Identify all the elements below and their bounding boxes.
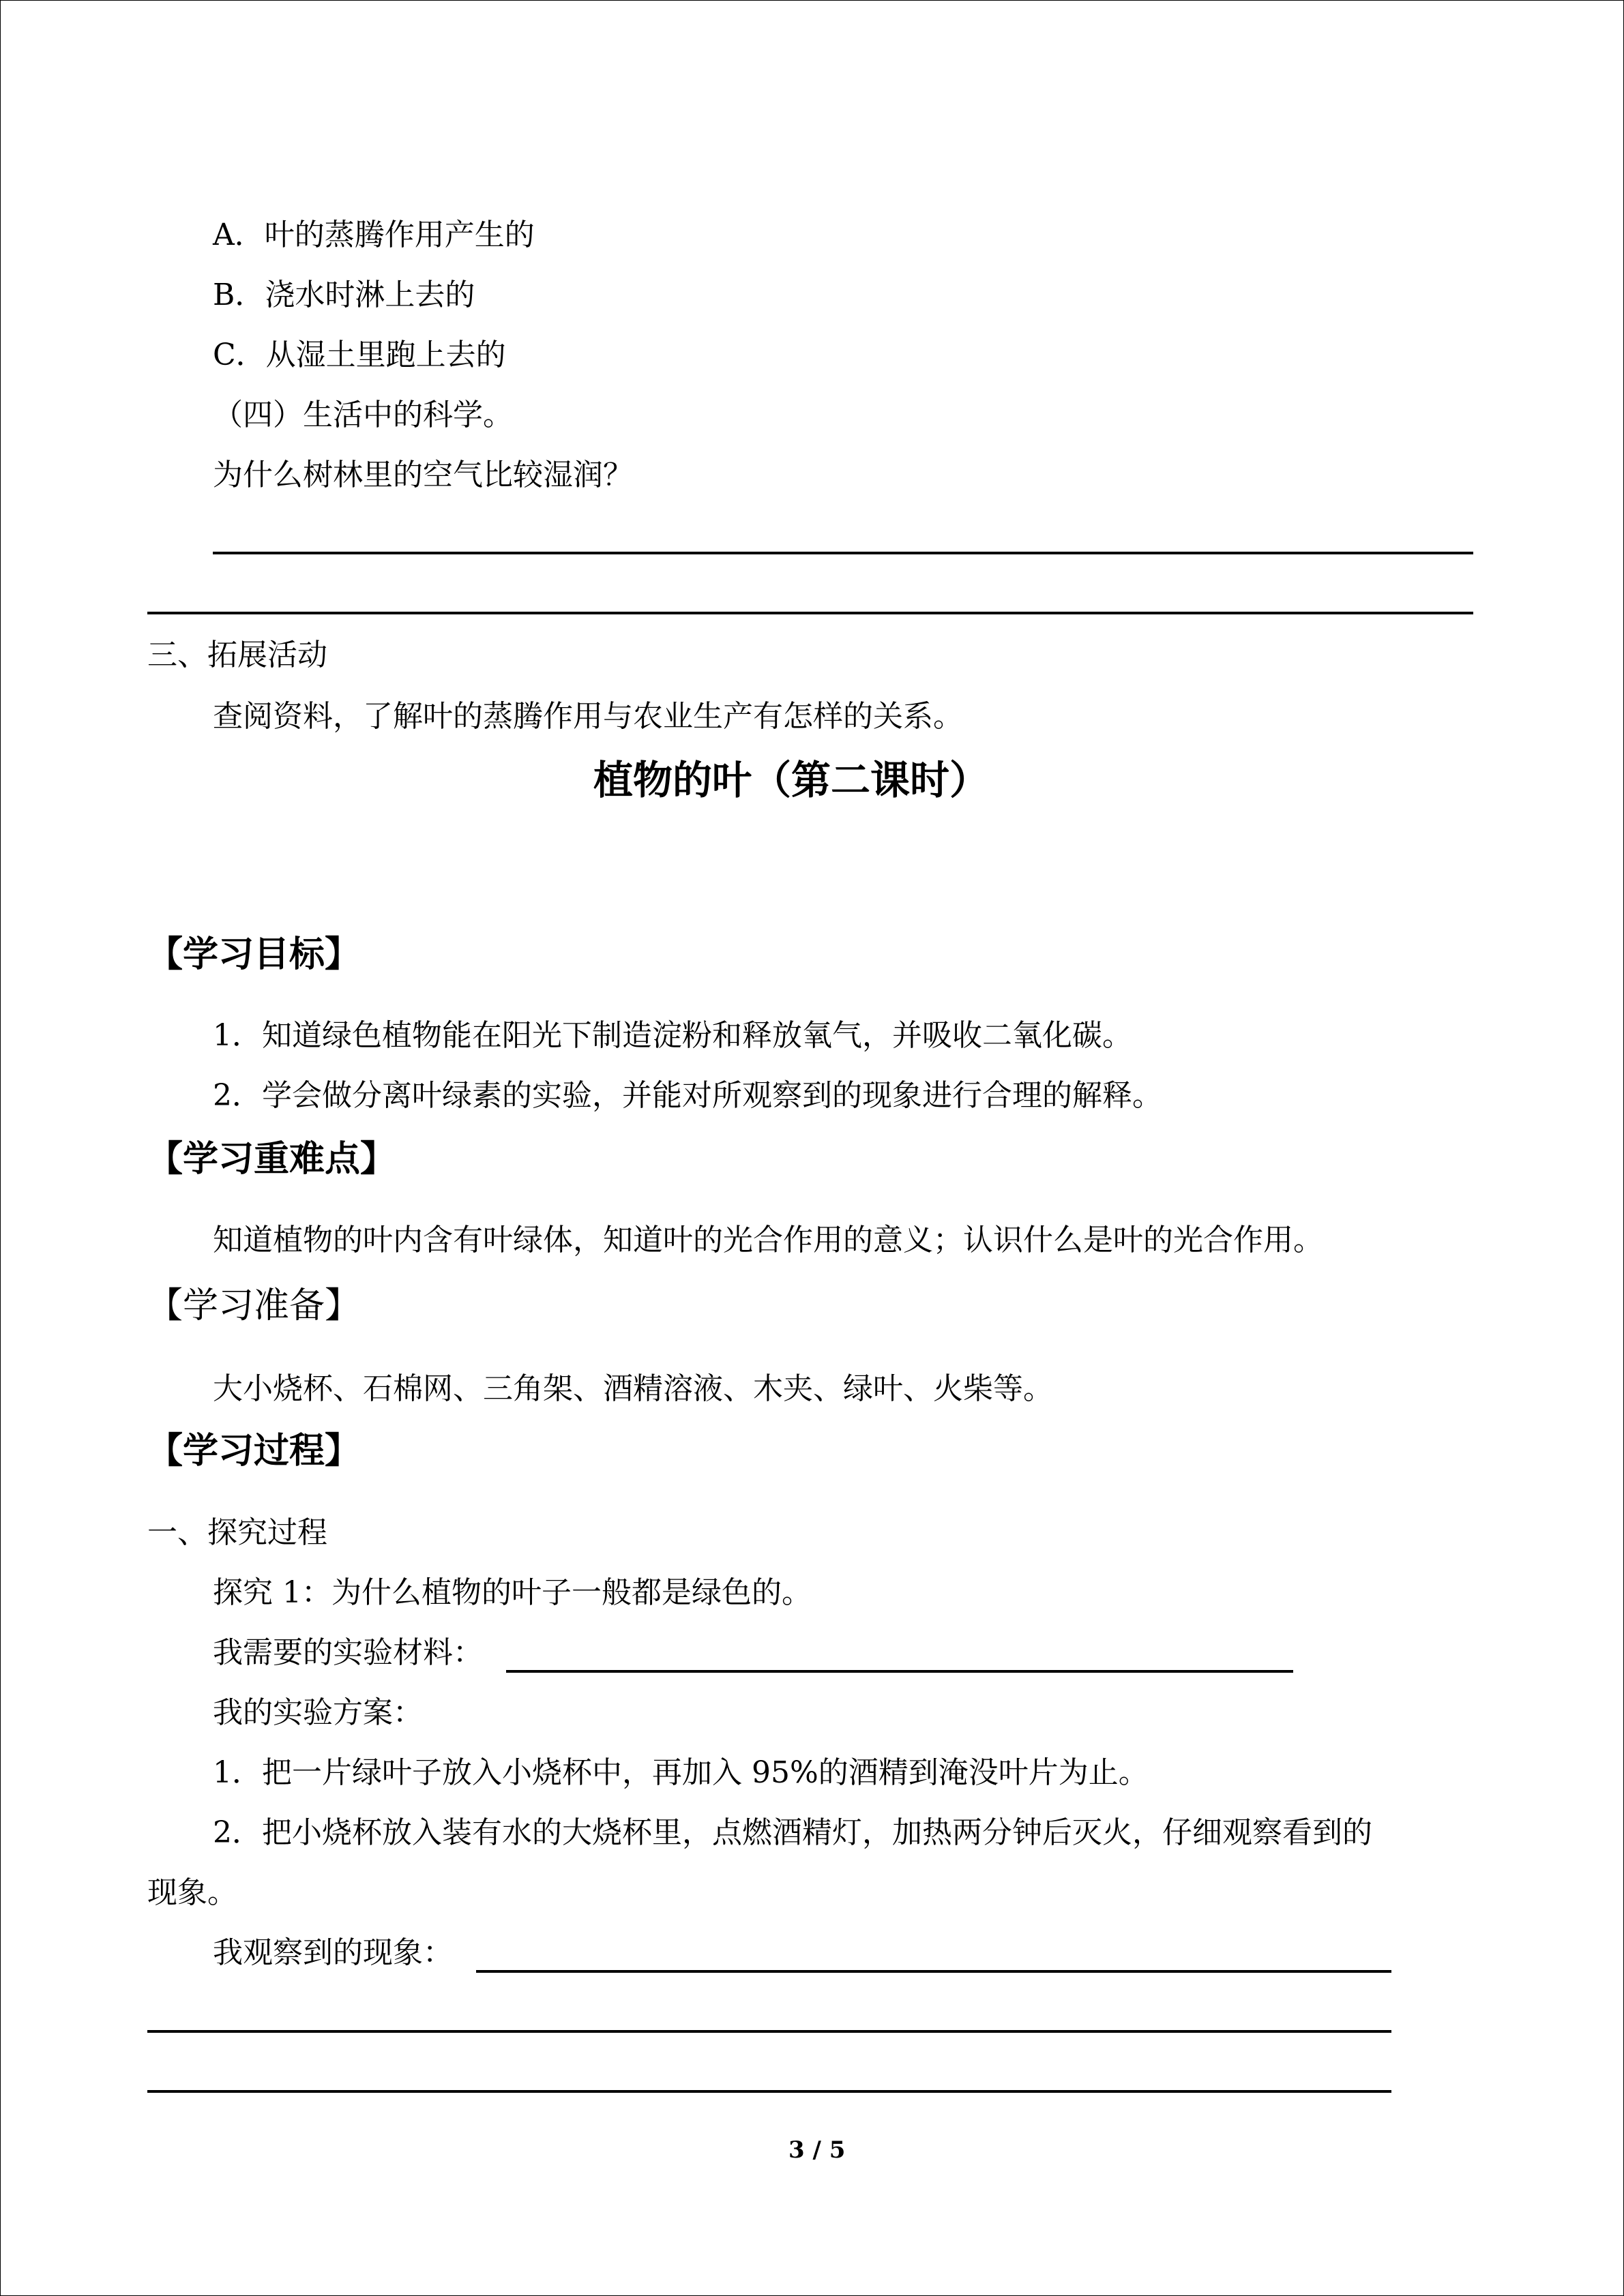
- process-heading: 【学习过程】: [147, 1430, 361, 1472]
- section-4-question: 为什么树林里的空气比较湿润？: [213, 458, 633, 492]
- answer-line-2: [147, 612, 1473, 614]
- page-number: 3 / 5: [788, 2136, 846, 2164]
- step-2-line-2: 现象。: [147, 1875, 237, 1910]
- observation-label: 我观察到的现象：: [213, 1935, 453, 1970]
- inquiry-title: 一、探究过程: [147, 1515, 327, 1550]
- option-a: A．叶的蒸腾作用产生的: [213, 218, 535, 252]
- key-heading: 【学习重难点】: [147, 1138, 396, 1180]
- goal-1: 1．知道绿色植物能在阳光下制造淀粉和释放氧气，并吸收二氧化碳。: [213, 1018, 1132, 1053]
- goal-2: 2．学会做分离叶绿素的实验，并能对所观察到的现象进行合理的解释。: [213, 1078, 1162, 1113]
- option-b: B．浇水时淋上去的: [213, 278, 475, 312]
- observation-answer-line-3: [147, 2090, 1391, 2093]
- extension-task: 查阅资料，了解叶的蒸腾作用与农业生产有怎样的关系。: [213, 699, 963, 734]
- answer-line-1: [213, 552, 1473, 554]
- inquiry-1: 探究 1：为什么植物的叶子一般都是绿色的。: [213, 1575, 812, 1610]
- step-1: 1．把一片绿叶子放入小烧杯中，再加入 95%的酒精到淹没叶片为止。: [213, 1755, 1149, 1790]
- plan-label: 我的实验方案：: [213, 1695, 423, 1730]
- observation-answer-line-2: [147, 2030, 1391, 2033]
- step-2-line-1: 2．把小烧杯放入装有水的大烧杯里，点燃酒精灯，加热两分钟后灭火，仔细观察看到的: [213, 1815, 1372, 1850]
- materials-label: 我需要的实验材料：: [213, 1635, 483, 1670]
- section-4-title: （四）生活中的科学。: [213, 398, 513, 432]
- option-c: C．从湿土里跑上去的: [213, 338, 506, 372]
- lesson-title: 植物的叶（第二课时）: [593, 757, 990, 803]
- materials-answer-line: [506, 1670, 1293, 1673]
- prep-heading: 【学习准备】: [147, 1285, 361, 1326]
- observation-answer-line-1: [476, 1970, 1391, 1973]
- goals-heading: 【学习目标】: [147, 934, 361, 975]
- extension-title: 三、拓展活动: [147, 638, 327, 672]
- key-text: 知道植物的叶内含有叶绿体，知道叶的光合作用的意义；认识什么是叶的光合作用。: [213, 1223, 1323, 1257]
- prep-text: 大小烧杯、石棉网、三角架、酒精溶液、木夹、绿叶、火柴等。: [213, 1371, 1053, 1406]
